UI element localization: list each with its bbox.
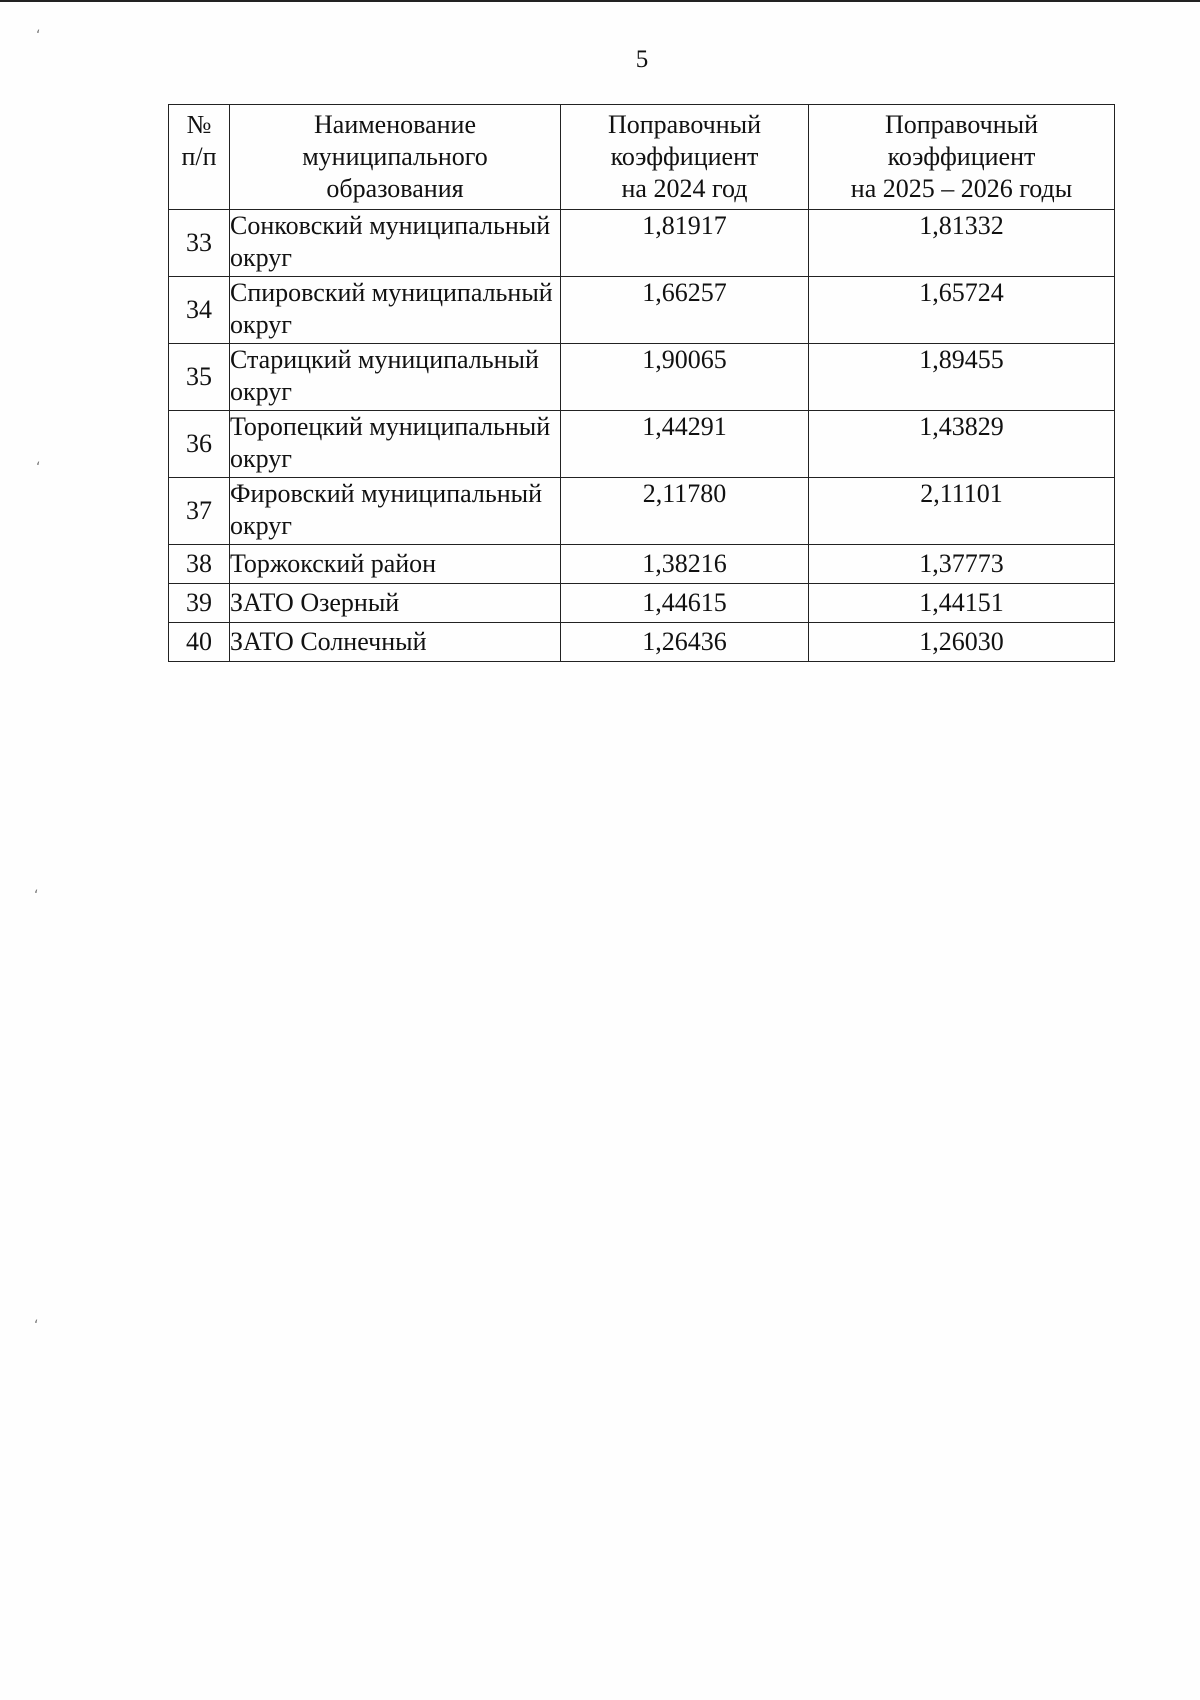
page-top-border (0, 0, 1200, 2)
row-coef-2025-2026: 2,11101 (809, 478, 1115, 545)
row-coef-2024: 1,38216 (561, 545, 809, 584)
row-coef-2024: 1,81917 (561, 210, 809, 277)
row-num: 33 (169, 210, 230, 277)
row-coef-2024: 1,44615 (561, 584, 809, 623)
table-row (169, 344, 1115, 411)
row-coef-2025-2026: 1,65724 (809, 277, 1115, 344)
row-coef-2025-2026: 1,26030 (809, 623, 1115, 662)
row-coef-2024: 1,26436 (561, 623, 809, 662)
table-row (169, 277, 1115, 344)
row-num: 36 (169, 411, 230, 478)
header-coef-2025-2026: Поправочный коэффициент на 2025 – 2026 годы (809, 105, 1115, 210)
row-name: Торопецкий муниципальный округ (230, 411, 561, 478)
row-coef-2024: 1,44291 (561, 411, 809, 478)
row-coef-2025-2026: 1,44151 (809, 584, 1115, 623)
row-name: ЗАТО Озерный (230, 584, 561, 623)
table-header-row (169, 105, 1115, 210)
row-num: 39 (169, 584, 230, 623)
row-coef-2024: 1,66257 (561, 277, 809, 344)
table-row (169, 623, 1115, 662)
row-num: 38 (169, 545, 230, 584)
scan-artifact: ‘ (36, 460, 41, 476)
header-num: № п/п (169, 105, 230, 210)
table-row (169, 478, 1115, 545)
row-num: 37 (169, 478, 230, 545)
row-num: 40 (169, 623, 230, 662)
coefficient-table (168, 104, 1115, 662)
row-name: Спировский муниципальный округ (230, 277, 561, 344)
scan-artifact: ‘ (34, 1318, 39, 1334)
table-row (169, 210, 1115, 277)
row-name: Старицкий муниципальный округ (230, 344, 561, 411)
table-row (169, 411, 1115, 478)
row-num: 35 (169, 344, 230, 411)
table-row (169, 545, 1115, 584)
row-num: 34 (169, 277, 230, 344)
scan-artifact: ‘ (34, 888, 39, 904)
row-name: Фировский муниципальный округ (230, 478, 561, 545)
header-name: Наименование муниципального образования (230, 105, 561, 210)
row-name: Торжокский район (230, 545, 561, 584)
row-name: ЗАТО Солнечный (230, 623, 561, 662)
table-row (169, 584, 1115, 623)
row-coef-2025-2026: 1,89455 (809, 344, 1115, 411)
row-coef-2025-2026: 1,37773 (809, 545, 1115, 584)
row-coef-2024: 1,90065 (561, 344, 809, 411)
row-coef-2024: 2,11780 (561, 478, 809, 545)
scan-artifact: ‘ (36, 28, 41, 44)
page-number: 5 (635, 46, 649, 73)
header-coef-2024: Поправочный коэффициент на 2024 год (561, 105, 809, 210)
row-coef-2025-2026: 1,81332 (809, 210, 1115, 277)
row-coef-2025-2026: 1,43829 (809, 411, 1115, 478)
row-name: Сонковский муниципальный округ (230, 210, 561, 277)
